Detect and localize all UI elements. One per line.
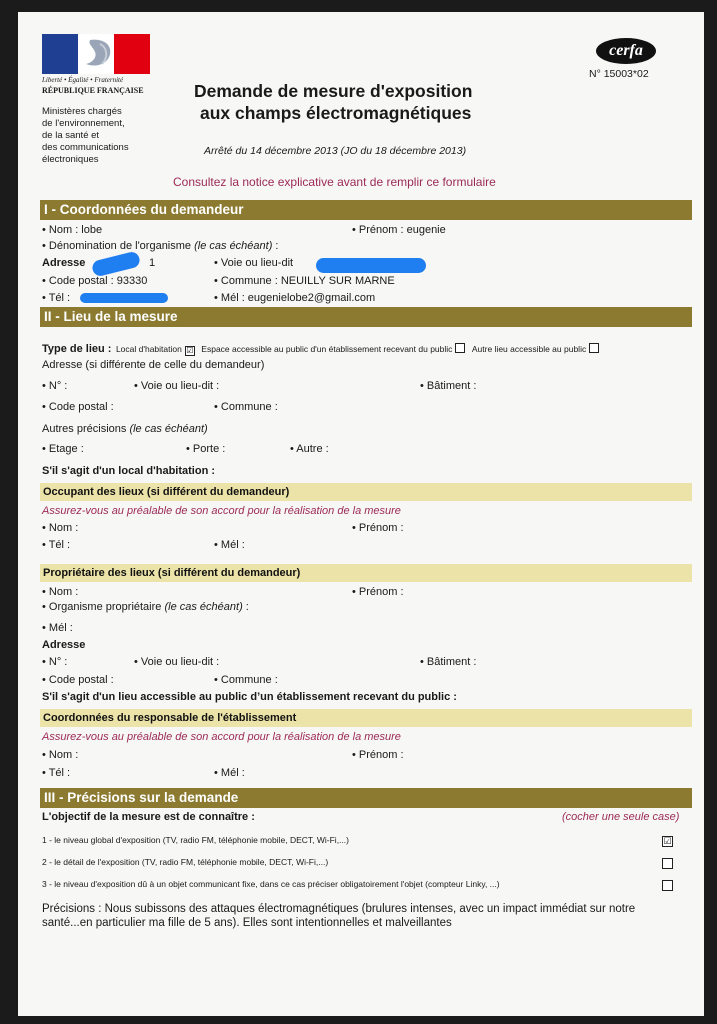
- occupant-accord-note: Assurez-vous au préalable de son accord pour la réalisation de la mesure: [42, 505, 401, 517]
- section-3-header: III - Précisions sur la demande: [40, 788, 692, 808]
- opt-autre-checkbox[interactable]: [589, 343, 599, 353]
- proprietaire-organisme[interactable]: [42, 601, 249, 613]
- lieu-porte[interactable]: • Porte :: [186, 443, 226, 455]
- proprietaire-voie[interactable]: • Voie ou lieu-dit :: [134, 656, 220, 668]
- applicant-prenom[interactable]: • Prénom : eugenie: [352, 224, 446, 236]
- applicant-code-postal[interactable]: • Code postal : 93330: [42, 275, 148, 287]
- opt-local-checkbox[interactable]: ☑: [186, 346, 194, 355]
- cerfa-logo: cerfa: [596, 38, 656, 64]
- responsable-mel[interactable]: • Mél :: [214, 767, 245, 779]
- organisme-colon: :: [242, 601, 249, 613]
- section-1-header: I - Coordonnées du demandeur: [40, 200, 692, 220]
- lieu-num[interactable]: • N° :: [42, 380, 68, 392]
- republic-label: RÉPUBLIQUE FRANÇAISE: [42, 86, 144, 95]
- applicant-commune[interactable]: • Commune : NEUILLY SUR MARNE: [214, 275, 395, 287]
- opt-espace-label: Espace accessible au public d'un établissement recevant du public: [201, 344, 453, 354]
- precisions-line-2[interactable]: santé...en particulier ma fille de 5 ans). Elles sont intentionnelles et malveillantes: [42, 917, 452, 929]
- proprietaire-code-postal[interactable]: • Code postal :: [42, 674, 114, 686]
- applicant-adresse-number[interactable]: 1: [149, 257, 156, 269]
- occupant-band: Occupant des lieux (si différent du demandeur): [40, 483, 692, 501]
- applicant-mel[interactable]: • Mél : eugenielobe2@gmail.com: [214, 292, 376, 304]
- autres-precisions-hint: (le cas échéant): [129, 423, 208, 435]
- opt-espace-checkbox[interactable]: [455, 343, 465, 353]
- ministry-line-1: Ministères chargés: [42, 106, 122, 117]
- objectif-option-1-checkbox[interactable]: ☑: [663, 836, 672, 846]
- redaction-mark-address-number: [91, 250, 141, 277]
- lieu-voie[interactable]: • Voie ou lieu-dit :: [134, 380, 220, 392]
- redaction-mark-tel: [80, 293, 168, 303]
- proprietaire-num[interactable]: • N° :: [42, 656, 68, 668]
- objectif-option-1: 1 - le niveau global d'exposition (TV, radio FM, téléphonie mobile, DECT, Wi-Fi,...): [42, 835, 349, 845]
- form-title-line-2: aux champs électromagnétiques: [200, 103, 472, 123]
- organisme-label: • Organisme propriétaire: [42, 601, 165, 613]
- proprietaire-band: Propriétaire des lieux (si différent du demandeur): [40, 564, 692, 582]
- denomination-hint: (le cas échéant): [194, 240, 273, 252]
- occupant-prenom[interactable]: • Prénom :: [352, 522, 404, 534]
- opt-local-label: Local d'habitation: [115, 344, 182, 354]
- denomination-label: • Dénomination de l'organisme: [42, 240, 192, 252]
- occupant-mel[interactable]: • Mél :: [214, 539, 245, 551]
- responsable-nom[interactable]: • Nom :: [42, 749, 79, 761]
- lieu-autre[interactable]: • Autre :: [290, 443, 329, 455]
- applicant-denomination[interactable]: [42, 240, 279, 252]
- proprietaire-mel[interactable]: • Mél :: [42, 622, 73, 634]
- objectif-option-3: 3 - le niveau d'exposition dû à un objet communicant fixe, dans ce cas préciser obligatoirement l'objet (compteur Linky, ...): [42, 879, 500, 889]
- lieu-batiment[interactable]: • Bâtiment :: [420, 380, 477, 392]
- applicant-tel[interactable]: • Tél :: [42, 292, 71, 304]
- objectif-option-2: 2 - le détail de l'exposition (TV, radio FM, téléphonie mobile, DECT, Wi-Fi,...): [42, 857, 329, 867]
- autres-precisions-text: Autres précisions: [42, 423, 130, 435]
- cerfa-form-page: [18, 12, 704, 1016]
- lieu-code-postal[interactable]: • Code postal :: [42, 401, 114, 413]
- ministry-line-3: de la santé et: [42, 130, 100, 141]
- proprietaire-commune[interactable]: • Commune :: [214, 674, 278, 686]
- cocher-hint: (cocher une seule case): [562, 811, 680, 823]
- responsable-prenom[interactable]: • Prénom :: [352, 749, 404, 761]
- denomination-colon: :: [272, 240, 279, 252]
- lieu-etage[interactable]: • Etage :: [42, 443, 84, 455]
- precisions-line-1[interactable]: Précisions : Nous subissons des attaques électromagnétiques (brulures intenses, avec un impact immédiat sur notre: [42, 903, 636, 915]
- objectif-option-3-checkbox[interactable]: [662, 880, 673, 891]
- lieu-commune[interactable]: • Commune :: [214, 401, 278, 413]
- objectif-heading: L'objectif de la mesure est de connaître :: [42, 811, 255, 823]
- type-lieu-row: [42, 339, 599, 357]
- adresse-diff-label: Adresse (si différente de celle du demandeur): [42, 359, 265, 371]
- proprietaire-nom[interactable]: • Nom :: [42, 586, 79, 598]
- proprietaire-prenom[interactable]: • Prénom :: [352, 586, 404, 598]
- applicant-voie-label: • Voie ou lieu-dit: [214, 257, 294, 269]
- local-habitation-heading: S'il s'agit d'un local d'habitation :: [42, 465, 216, 477]
- organisme-hint: (le cas échéant): [164, 601, 243, 613]
- proprietaire-adresse-label: Adresse: [42, 639, 86, 651]
- applicant-adresse-label: Adresse: [42, 257, 86, 269]
- type-lieu-label: Type de lieu :: [42, 343, 112, 355]
- ministry-line-4: des communications: [42, 142, 129, 153]
- redaction-mark-voie: [316, 258, 426, 273]
- occupant-tel[interactable]: • Tél :: [42, 539, 71, 551]
- opt-autre-label: Autre lieu accessible au public: [471, 344, 587, 354]
- marianne-logo: [42, 34, 150, 74]
- occupant-nom[interactable]: • Nom :: [42, 522, 79, 534]
- applicant-nom[interactable]: • Nom : lobe: [42, 224, 103, 236]
- ministry-line-2: de l'environnement,: [42, 118, 125, 129]
- ministry-line-5: électroniques: [42, 154, 99, 165]
- autres-precisions-label: [42, 423, 208, 435]
- objectif-option-2-checkbox[interactable]: [662, 858, 673, 869]
- decree-reference: Arrêté du 14 décembre 2013 (JO du 18 décembre 2013): [204, 145, 467, 157]
- notice-link-text: Consultez la notice explicative avant de remplir ce formulaire: [173, 175, 496, 189]
- cerfa-number: N° 15003*02: [589, 68, 649, 80]
- section-2-header: II - Lieu de la mesure: [40, 307, 692, 327]
- proprietaire-batiment[interactable]: • Bâtiment :: [420, 656, 477, 668]
- responsable-accord-note: Assurez-vous au préalable de son accord pour la réalisation de la mesure: [42, 731, 401, 743]
- republic-motto: Liberté • Égalité • Fraternité: [42, 76, 124, 84]
- responsable-tel[interactable]: • Tél :: [42, 767, 71, 779]
- responsable-band: Coordonnées du responsable de l'établissement: [40, 709, 692, 727]
- erp-heading: S'il s'agit d'un lieu accessible au public d’un établissement recevant du public :: [42, 691, 457, 703]
- form-title-line-1: Demande de mesure d'exposition: [194, 81, 473, 101]
